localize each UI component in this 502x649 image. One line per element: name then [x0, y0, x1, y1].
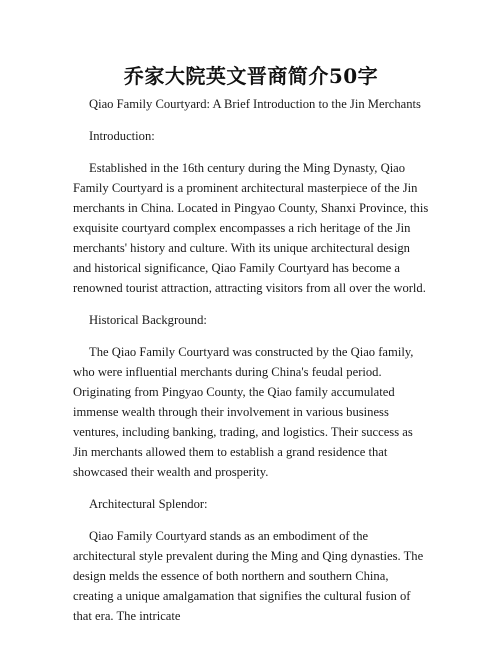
section-paragraph-architectural-splendor: Qiao Family Courtyard stands as an embodiment of the architectural style prevalent during the Ming and Qing dynasties. The design melds the essence of both northern and southern China, creating a unique amalgamation that signifies the cultural fusion of that era. The intricate: [73, 529, 424, 623]
section-paragraph-historical-background: The Qiao Family Courtyard was constructed by the Qiao family, who were influential merchants during China's feudal period. Originating from Pingyao County, the Qiao family accumulated immense wealth through their involvement in various business ventures, including banking, trading, and logistics. Their success as Jin merchants allowed them to establish a grand residence that showcased their wealth and prosperity.: [73, 345, 414, 479]
section-heading-architectural-splendor: Architectural Splendor:: [89, 497, 208, 511]
section-heading-introduction: Introduction:: [89, 129, 155, 143]
section-heading-historical-background: Historical Background:: [89, 313, 207, 327]
section-paragraph-introduction: Established in the 16th century during the Ming Dynasty, Qiao Family Courtyard is a prominent architectural masterpiece of the Jin merchants in China. Located in Pingyao County, Shanxi Province, this exquisite courtyard complex encompasses a rich heritage of the Jin merchants' history and culture. With its unique architectural design and historical significance, Qiao Family Courtyard has become a renowned tourist attraction, attracting visitors from all over the world.: [73, 161, 429, 295]
document-body: [73, 94, 429, 638]
document-subtitle: Qiao Family Courtyard: A Brief Introduction to the Jin Merchants: [89, 97, 421, 111]
document-title: 乔家大院英文晋商简介50字: [123, 64, 379, 88]
